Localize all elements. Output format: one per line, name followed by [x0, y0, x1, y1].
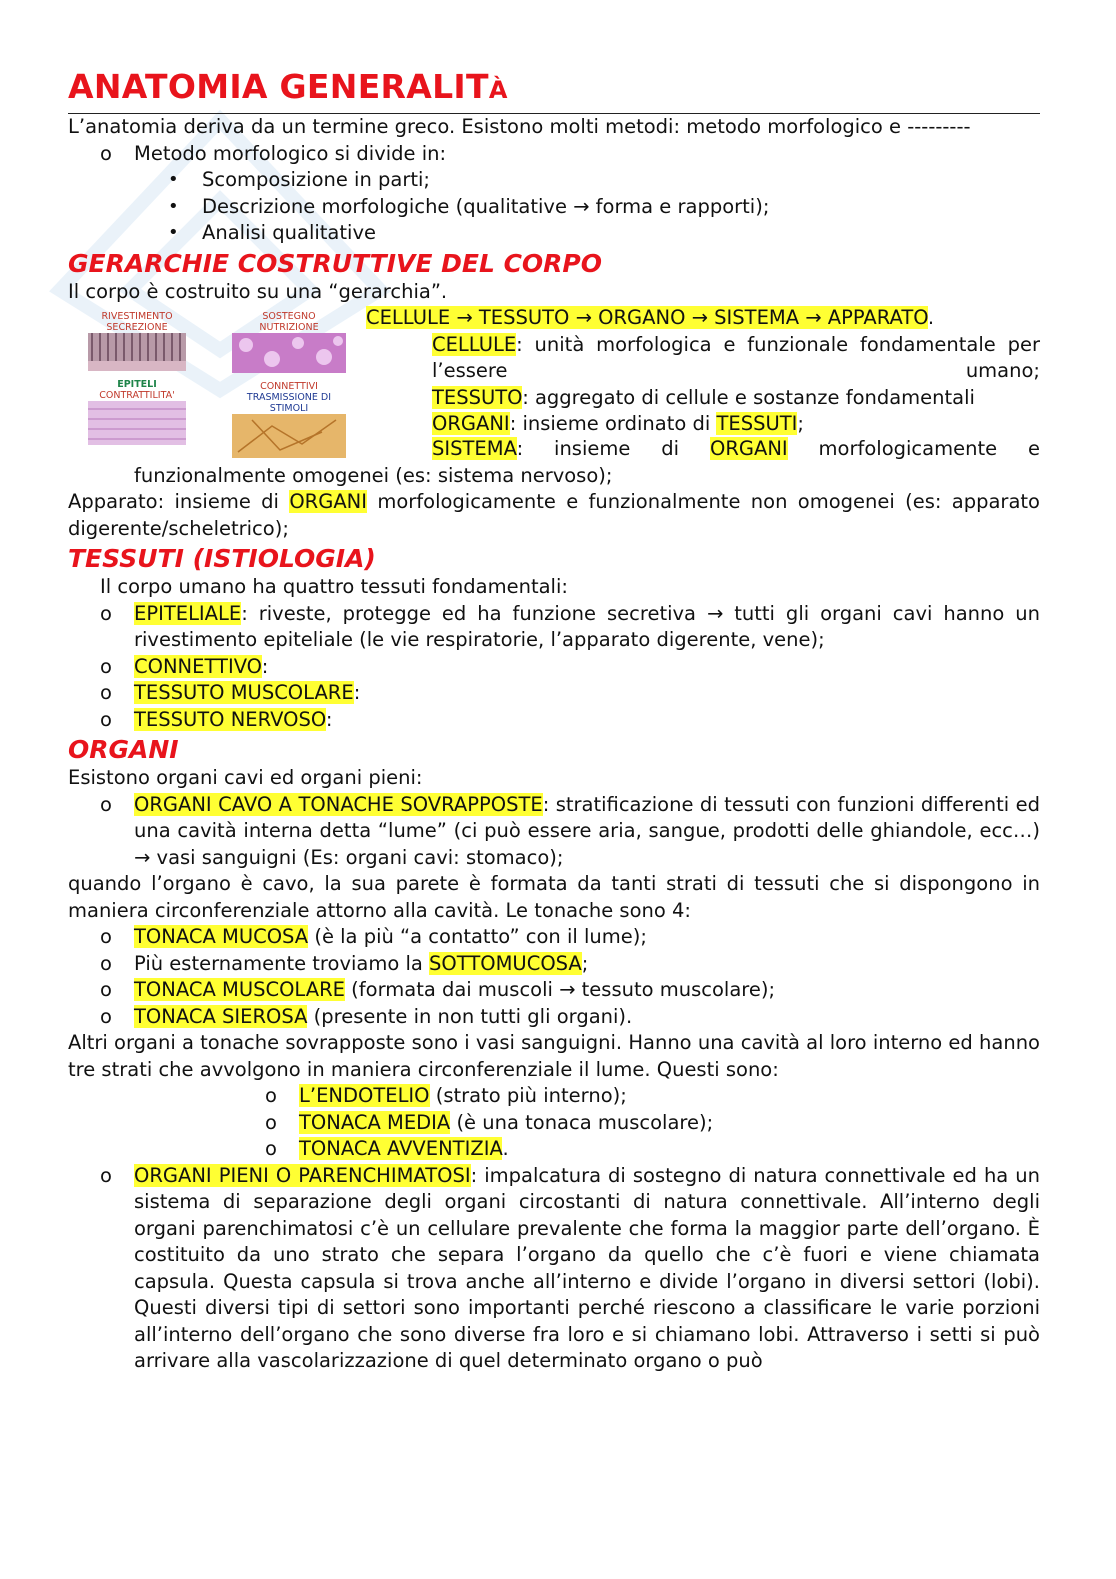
organi-intro: Esistono organi cavi ed organi pieni:	[68, 766, 423, 789]
cavo-paragraph: quando l’organo è cavo, la sua parete è formata da tanti strati di tessuti che si dispongono in maniera circonferenziale attorno alla cavità. Le tonache sono 4:	[68, 872, 1040, 922]
list-item: o TONACA SIEROSA (presente in non tutti gli organi).	[100, 1004, 633, 1028]
section-heading-organi: ORGANI	[68, 735, 179, 764]
connettivi-image: SOSTEGNO NUTRIZIONE CONNETTIVI TRASMISSIONE DI STIMOLI	[232, 311, 346, 465]
epiteli-image: RIVESTIMENTO SECREZIONE EPITELI CONTRATTILITA'	[88, 311, 186, 452]
list-item: o TONACA MEDIA (è una tonaca muscolare);	[265, 1110, 714, 1134]
sistema-line-1: SISTEMA: insieme di ORGANI morfologicamente e	[432, 437, 1040, 460]
list-item: o TESSUTO NERVOSO:	[100, 707, 333, 731]
sistema-line-2: funzionalmente omogenei (es: sistema nervoso);	[134, 463, 613, 487]
list-item: o TESSUTO MUSCOLARE:	[100, 681, 361, 704]
gerarchie-block: RIVESTIMENTO SECREZIONE EPITELI CONTRATTILITA' SOSTEGNO NUTRIZIONE CONNETTIVI TRASMISSIONE DI STIMOLI CELLULE → TESSUTO → ORGANO → SISTEMA → APPARATO. CELLULE: unità morfologica e funzionale fondamentale per l’essere umano; TESSUTO: aggregato di cellule e sostanze fondamentali ORGANI: insieme ordinato di TESSUTI;	[68, 305, 1040, 464]
apparato-paragraph: Apparato: insieme di ORGANI morfologicamente e funzionalmente non omogenei (es: apparato digerente/scheletrico);	[68, 490, 1040, 540]
tessuti-intro: Il corpo umano ha quattro tessuti fondamentali:	[100, 575, 568, 598]
section-heading-gerarchie: GERARCHIE COSTRUTTIVE DEL CORPO	[68, 248, 603, 278]
intro-paragraph: L’anatomia deriva da un termine greco. Esistono molti metodi: metodo morfologico e ---------	[68, 115, 971, 138]
list-item: o CONNETTIVO:	[100, 654, 269, 678]
list-item: o EPITELIALE: riveste, protegge ed ha funzione secretiva → tutti gli organi cavi hanno un rivestimento epiteliale (le vie respiratorie, l’apparato digerente, vene);	[100, 601, 1040, 651]
list-item: o L’ENDOTELIO (strato più interno);	[265, 1084, 627, 1107]
list-item: o TONACA MUSCOLARE (formata dai muscoli → tessuto muscolare);	[100, 978, 776, 1001]
list-item: • Descrizione morfologiche (qualitative → forma e rapporti);	[168, 194, 770, 218]
section-heading-tessuti: TESSUTI (ISTIOLOGIA)	[68, 544, 376, 573]
list-item: • Analisi qualitative	[168, 221, 376, 244]
list-item: • Scomposizione in parti;	[168, 168, 431, 191]
list-item: o Più esternamente troviamo la SOTTOMUCOSA;	[100, 951, 589, 975]
hierarchy-chain: CELLULE → TESSUTO → ORGANO → SISTEMA → APPARATO	[366, 306, 928, 329]
list-item: o TONACA AVVENTIZIA.	[265, 1137, 509, 1160]
tissue-images	[88, 311, 350, 461]
list-item: o ORGANI PIENI O PARENCHIMATOSI: impalcatura di sostegno di natura connettivale ed ha un sistema di separazione degli organi circostanti di natura connettivale. All’interno degli organi parenchimatosi c’è un cellulare prevalente che forma la maggior parte dell’organo. È costituito da uno strato che separa l’organo da quello che c’è fuori e viene chiamata capsula. Questa capsula si trova anche all’interno e divide l’organo in diversi settori (lobi). Questi diversi tipi di settori sono importanti perché riescono a classificare le varie porzioni all’interno dell’organo che sono diverse fra loro e si chiamano lobi. Attraverso i setti si può arrivare alla vascolarizzazione di quel determinato organo o può	[100, 1163, 1040, 1372]
document-page	[68, 66, 1040, 1375]
definitions: CELLULE: unità morfologica e funzionale fondamentale per l’essere umano; TESSUTO: aggregato di cellule e sostanze fondamentali ORGANI: insieme ordinato di TESSUTI;	[432, 332, 1040, 435]
page-title: ANATOMIA GENERALITÀ	[68, 66, 1040, 114]
gerarchie-intro: Il corpo è costruito su una “gerarchia”.	[68, 279, 448, 303]
vasi-paragraph: Altri organi a tonache sovrapposte sono i vasi sanguigni. Hanno una cavità al loro interno ed hanno tre strati che avvolgono in maniera circonferenziale il lume. Questi sono:	[68, 1031, 1040, 1081]
list-item: o TONACA MUCOSA (è la più “a contatto” con il lume);	[100, 925, 647, 948]
list-item: o Metodo morfologico si divide in:	[100, 141, 447, 165]
list-item: o ORGANI CAVO A TONACHE SOVRAPPOSTE: stratificazione di tessuti con funzioni differenti ed una cavità interna detta “lume” (ci può essere aria, sangue, prodotti delle ghiandole, ecc…) → vasi sanguigni (Es: organi cavi: stomaco);	[100, 792, 1040, 869]
